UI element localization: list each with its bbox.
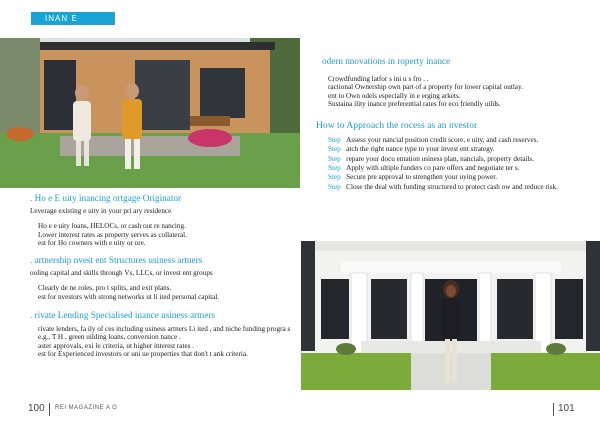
innovation-line: Sustaina ility inance preferential rates for eco friendly uilds. (328, 99, 501, 108)
bullet-line: Clearly de ne roles, pro t splits, and exit plans. (38, 284, 172, 293)
photo-women-modern-house (0, 38, 300, 188)
step-item (328, 155, 588, 163)
innovations-heading: odern nnovations in roperty inance (322, 56, 451, 66)
section-heading: . Ho e E uity inancing ortgage Originator (30, 193, 182, 203)
bullet-line: est for Ho cowners with e uity or ore. (38, 238, 146, 247)
step-label: Step (328, 154, 341, 163)
step-label: Step (328, 173, 341, 182)
step-item (328, 145, 588, 153)
section-intro: ooling capital and skills through Vs, LLCs, or invest ent groups (30, 269, 213, 278)
section-heading: . artnership nvest ent Structures usiness artners (30, 255, 203, 266)
step-text: repare your docu entation usiness plan, nancials, property details. (346, 154, 534, 163)
right-page-content (318, 56, 588, 191)
bullet-line: Ho e e uity loans, HELOCs, or cash out re nancing. (38, 222, 186, 231)
step-text: atch the right nance type to your invest ent strategy. (346, 145, 495, 154)
bullet-line: est for Experienced investors or uni ue properties that don't t ank criteria. (38, 349, 248, 358)
innovation-line: Crowdfunding latfor s ini u s fro . . (328, 75, 429, 83)
photo-woman-white-house (301, 241, 600, 390)
step-label: Step (328, 136, 341, 145)
footer-divider-right (553, 403, 554, 416)
step-label: Step (328, 182, 341, 191)
innovation-line: ractional Ownership own part of a property for lower capital outlay. (328, 83, 523, 92)
bullet-line: Lower interest rates as property serves as collateral. (38, 230, 187, 239)
section-heading: . rivate Lending Specialised inance usiness artners (30, 310, 215, 321)
step-label: Step (328, 145, 341, 154)
step-text: Assess your nancial position credit score, e uity, and cash reserves. (346, 136, 539, 145)
bullet-line: rivate lenders, fa ily of ces including usiness artners Li ited , and niche funding progra s e.g., T H , green uilding loans, conversion nance . (38, 325, 291, 342)
footer-divider-left (49, 403, 50, 416)
step-item (328, 164, 588, 172)
innovation-line: ent to Own odels especially in e erging arkets. (328, 91, 461, 100)
step-item (328, 136, 588, 144)
left-page-content (30, 193, 296, 358)
magazine-name: REI MAGAZINE A G (55, 405, 118, 411)
bullet-line: est for nvestors with strong networks ut li ited personal capital. (38, 292, 220, 301)
step-label: Step (328, 164, 341, 173)
approach-heading: How to Approach the rocess as an nvestor (316, 120, 478, 132)
step-text: Apply with ultiple funders co pare offers and negotiate ter s. (346, 164, 520, 173)
bullet-line: aster approvals, exi le criteria, ut higher interest rates . (38, 341, 195, 350)
step-item (328, 173, 588, 181)
step-text: Close the deal with funding structured to protect cash ow and reduce risk. (346, 182, 558, 191)
step-text: Secure pre approval to strengthen your uying power. (346, 173, 498, 182)
page-number-right: 101 (558, 403, 575, 414)
section-header-pill: INAN E (31, 12, 115, 25)
section-intro: Leverage existing e uity in your pri ary residence (30, 207, 172, 215)
step-item (328, 183, 588, 191)
page-number-left: 100 (28, 403, 45, 414)
